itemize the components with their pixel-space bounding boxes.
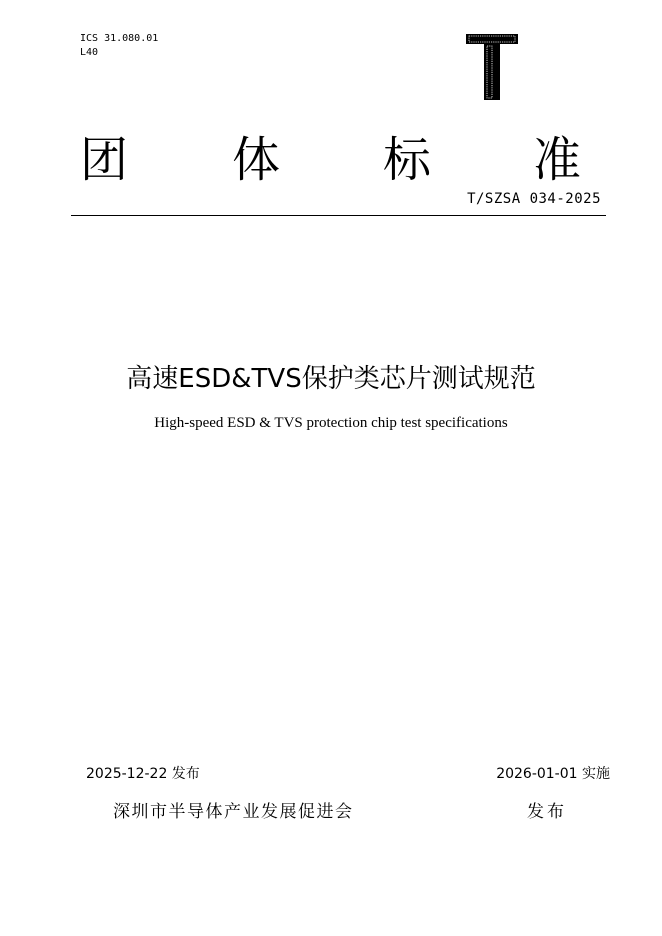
- svg-text:T: T: [492, 74, 493, 75]
- title-char-1: 团: [80, 132, 129, 188]
- ccs-code: L40: [80, 47, 99, 58]
- ics-code: ICS 31.080.01: [80, 33, 159, 44]
- classification-codes: [80, 32, 158, 60]
- group-standard-t-logo: [466, 34, 518, 100]
- publish-date: 2025-12-22 发布: [86, 766, 200, 782]
- issuing-organization: 深圳市半导体产业发展促进会: [113, 802, 354, 822]
- title-char-3: 标: [383, 132, 432, 188]
- main-title-english: High-speed ESD & TVS protection chip test specifications: [154, 415, 508, 431]
- main-title-chinese: 高速ESD&TVS保护类芯片测试规范: [126, 364, 536, 394]
- publish-label: 发布: [527, 802, 567, 822]
- title-char-4: 准: [533, 132, 582, 188]
- implement-date: 2026-01-01 实施: [496, 766, 610, 782]
- standard-number: T/SZSA 034-2025: [467, 191, 601, 207]
- title-char-2: 体: [232, 132, 281, 188]
- header-divider: [71, 215, 606, 216]
